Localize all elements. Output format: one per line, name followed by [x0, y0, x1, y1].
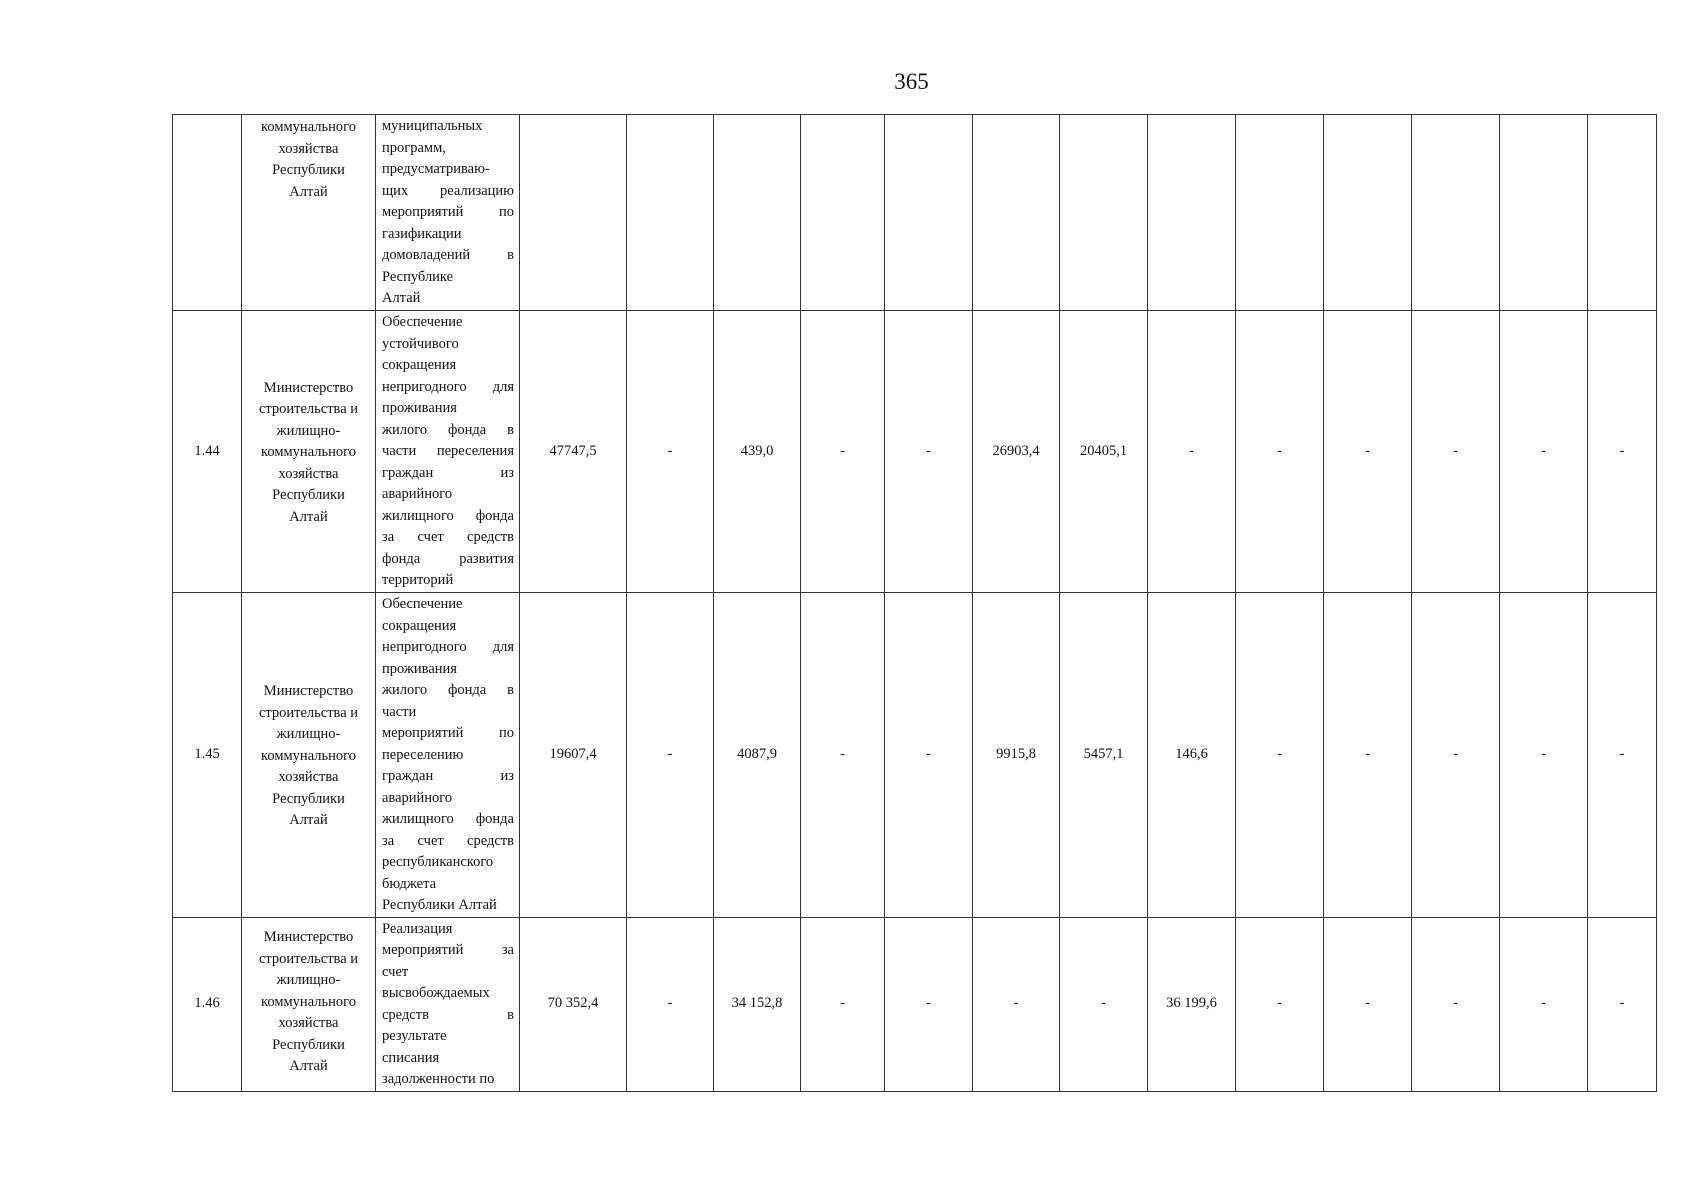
value-cell — [627, 115, 714, 311]
value-cell — [801, 115, 885, 311]
description-line: части переселения — [382, 443, 514, 459]
description-line: результате — [382, 1028, 447, 1044]
executor-line: Республики — [272, 790, 345, 807]
description-line: аварийного — [382, 789, 453, 806]
description-line: жилого фонда в — [382, 682, 514, 698]
value-cell: - — [1588, 593, 1657, 918]
description-line: мероприятий по — [382, 725, 514, 741]
description-line: щих реализацию — [382, 182, 514, 199]
executor-cell — [242, 311, 376, 593]
executor-line: Министерство — [263, 929, 354, 946]
value-cell: - — [885, 917, 973, 1091]
description-line: переселению — [382, 746, 464, 763]
table-row — [173, 593, 1657, 918]
executor-line: строительства и — [258, 950, 359, 967]
value-cell: - — [1236, 311, 1324, 593]
description-line: сокращения — [382, 617, 457, 634]
value-cell: - — [1236, 917, 1324, 1091]
value-cell: - — [1412, 917, 1500, 1091]
value-cell: - — [1500, 917, 1588, 1091]
description-cell — [376, 311, 520, 593]
description-line: аварийного — [382, 486, 453, 502]
value-cell — [885, 115, 973, 311]
value-cell: - — [1324, 917, 1412, 1091]
value-cell: - — [801, 917, 885, 1091]
executor-line: Алтай — [289, 812, 328, 828]
value-cell: - — [1236, 593, 1324, 918]
description-line: Реализация — [382, 920, 453, 937]
description-line: жилищного фонда — [382, 507, 514, 524]
executor-line: коммунального — [261, 993, 356, 1010]
row-number-cell: 1.45 — [173, 593, 242, 918]
description-line: высвобождаемых — [382, 985, 490, 1001]
value-cell — [1588, 115, 1657, 311]
description-line: территорий — [382, 572, 454, 588]
description-line: домовладений в — [382, 247, 514, 263]
row-number-cell: 1.44 — [173, 311, 242, 593]
description-line: муниципальных — [382, 118, 483, 134]
value-cell: - — [1500, 311, 1588, 593]
description-line: проживания — [382, 400, 457, 416]
value-cell: 70 352,4 — [520, 917, 627, 1091]
value-cell: - — [1412, 593, 1500, 918]
executor-line: коммунального — [261, 119, 356, 135]
value-cell: - — [1060, 917, 1148, 1091]
value-cell: 47747,5 — [520, 311, 627, 593]
value-cell: - — [973, 917, 1060, 1091]
description-cell — [376, 593, 520, 918]
value-cell — [973, 115, 1060, 311]
value-cell: - — [627, 917, 714, 1091]
value-cell: - — [1324, 311, 1412, 593]
description-line: средств в — [382, 1006, 514, 1023]
value-cell: - — [801, 593, 885, 918]
value-cell: 26903,4 — [973, 311, 1060, 593]
description-cell — [376, 115, 520, 311]
executor-line: хозяйства — [278, 1015, 339, 1032]
value-cell — [1500, 115, 1588, 311]
description-line: республиканского — [382, 854, 494, 870]
table-row — [173, 311, 1657, 593]
executor-line: Республики — [272, 487, 345, 504]
description-line: мероприятий за — [382, 942, 514, 958]
description-line: фонда развития — [382, 550, 514, 567]
description-line: граждан из — [382, 464, 514, 481]
value-cell: - — [1412, 311, 1500, 593]
description-line: устойчивого — [382, 335, 459, 352]
value-cell: - — [885, 311, 973, 593]
value-cell: 36 199,6 — [1148, 917, 1236, 1091]
executor-cell — [242, 917, 376, 1091]
executor-line: Алтай — [289, 183, 328, 200]
description-line: Обеспечение — [382, 314, 463, 330]
value-cell: 4087,9 — [714, 593, 801, 918]
row-number-cell: 1.46 — [173, 917, 242, 1091]
description-line: программ, — [382, 139, 446, 156]
description-line: за счет средств — [382, 832, 514, 849]
description-line: Обеспечение — [382, 596, 463, 612]
value-cell: - — [1148, 311, 1236, 593]
executor-line: Республики — [272, 162, 345, 178]
value-cell: - — [1500, 593, 1588, 918]
description-line: части — [382, 703, 417, 720]
value-cell: 5457,1 — [1060, 593, 1148, 918]
value-cell — [1324, 115, 1412, 311]
value-cell: - — [885, 593, 973, 918]
description-line: Алтай — [382, 290, 421, 306]
value-cell: 9915,8 — [973, 593, 1060, 918]
description-line: списания — [382, 1049, 440, 1066]
executor-line: коммунального — [261, 444, 356, 461]
description-line: жилищного фонда — [382, 811, 514, 827]
description-line: за счет средств — [382, 529, 514, 545]
executor-line: строительства и — [258, 401, 359, 418]
description-cell — [376, 917, 520, 1091]
value-cell — [1236, 115, 1324, 311]
value-cell: - — [1588, 917, 1657, 1091]
executor-line: жилищно- — [276, 422, 341, 439]
executor-line: жилищно- — [276, 726, 341, 742]
description-line: счет — [382, 963, 409, 980]
description-line: Республике — [382, 268, 454, 285]
table-row — [173, 917, 1657, 1091]
value-cell: - — [627, 593, 714, 918]
value-cell: - — [1588, 311, 1657, 593]
description-line: задолженности по — [382, 1071, 495, 1087]
value-cell: 19607,4 — [520, 593, 627, 918]
value-cell: - — [801, 311, 885, 593]
executor-line: Министерство — [263, 379, 354, 396]
budget-table — [172, 114, 1657, 1092]
executor-line: строительства и — [258, 704, 359, 721]
value-cell — [1412, 115, 1500, 311]
value-cell: - — [627, 311, 714, 593]
executor-line: Алтай — [289, 1058, 328, 1075]
executor-line: хозяйства — [278, 769, 339, 785]
description-line: сокращения — [382, 357, 457, 373]
executor-cell — [242, 593, 376, 918]
value-cell: 20405,1 — [1060, 311, 1148, 593]
description-line: проживания — [382, 660, 457, 677]
executor-line: хозяйства — [278, 465, 339, 482]
value-cell: - — [1324, 593, 1412, 918]
description-line: граждан из — [382, 768, 514, 784]
page-number: 365 — [894, 69, 929, 94]
description-line: мероприятий по — [382, 204, 514, 220]
value-cell — [1060, 115, 1148, 311]
executor-line: Алтай — [289, 508, 328, 525]
executor-line: жилищно- — [276, 972, 341, 989]
description-line: бюджета — [382, 875, 437, 892]
description-line: Республики Алтай — [382, 897, 497, 913]
row-number-cell — [173, 115, 242, 311]
value-cell: 439,0 — [714, 311, 801, 593]
description-line: предусматриваю- — [382, 161, 490, 177]
description-line: непригодного для — [382, 639, 514, 655]
value-cell — [714, 115, 801, 311]
value-cell — [520, 115, 627, 311]
description-line: непригодного для — [382, 378, 514, 395]
value-cell — [1148, 115, 1236, 311]
description-line: газификации — [382, 225, 462, 242]
value-cell: 146,6 — [1148, 593, 1236, 918]
executor-line: Министерство — [263, 683, 354, 699]
executor-line: хозяйства — [278, 140, 339, 157]
executor-cell — [242, 115, 376, 311]
executor-line: коммунального — [261, 747, 356, 764]
table-row — [173, 115, 1657, 311]
description-line: жилого фонда в — [382, 421, 514, 438]
value-cell: 34 152,8 — [714, 917, 801, 1091]
executor-line: Республики — [272, 1036, 345, 1053]
